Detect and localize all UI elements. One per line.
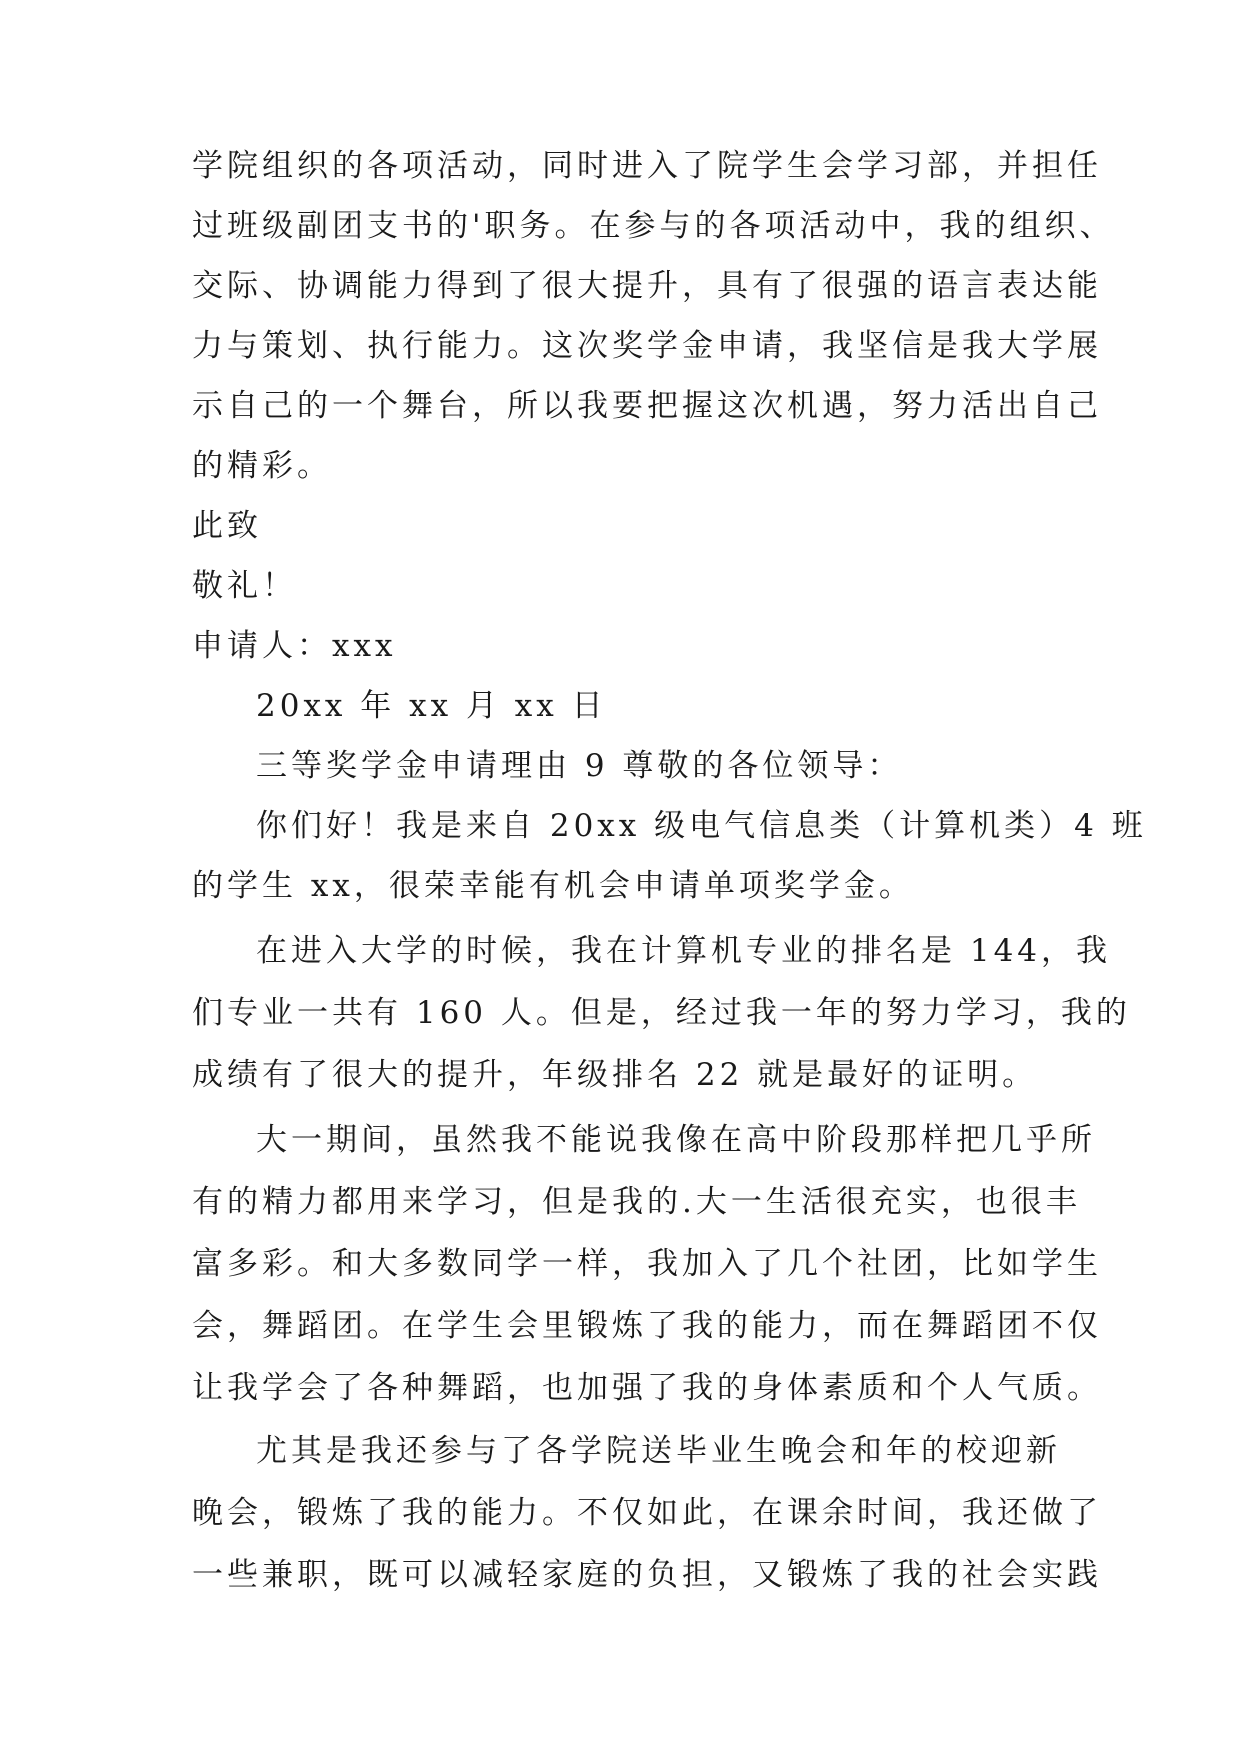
text-line: 在进入大学的时候，我在计算机专业的排名是 144，我 bbox=[256, 933, 1112, 969]
text-line: 富多彩。和大多数同学一样，我加入了几个社团，比如学生 bbox=[192, 1246, 1102, 1282]
text-line: 示自己的一个舞台，所以我要把握这次机遇，努力活出自己 bbox=[192, 388, 1102, 424]
text-line: 的学生 xx，很荣幸能有机会申请单项奖学金。 bbox=[192, 868, 914, 904]
text-line: 过班级副团支书的'职务。在参与的各项活动中，我的组织、 bbox=[192, 208, 1115, 244]
text-line: 让我学会了各种舞蹈，也加强了我的身体素质和个人气质。 bbox=[192, 1370, 1102, 1406]
salutation-line: 敬礼！ bbox=[192, 568, 297, 604]
date-line: 20xx 年 xx 月 xx 日 bbox=[256, 688, 607, 724]
closing-line: 此致 bbox=[192, 508, 262, 544]
text-line: 晚会，锻炼了我的能力。不仅如此，在课余时间，我还做了 bbox=[192, 1495, 1102, 1531]
text-line: 力与策划、执行能力。这次奖学金申请，我坚信是我大学展 bbox=[192, 328, 1102, 364]
text-line: 交际、协调能力得到了很大提升，具有了很强的语言表达能 bbox=[192, 268, 1102, 304]
text-line: 大一期间，虽然我不能说我像在高中阶段那样把几乎所 bbox=[256, 1122, 1096, 1158]
text-line: 成绩有了很大的提升，年级排名 22 就是最好的证明。 bbox=[192, 1057, 1038, 1093]
text-line: 你们好！我是来自 20xx 级电气信息类（计算机类）4 班 bbox=[256, 808, 1147, 844]
text-line: 会，舞蹈团。在学生会里锻炼了我的能力，而在舞蹈团不仅 bbox=[192, 1308, 1102, 1344]
text-line: 尤其是我还参与了各学院送毕业生晚会和年的校迎新 bbox=[256, 1433, 1061, 1469]
text-line: 有的精力都用来学习，但是我的.大一生活很充实，也很丰 bbox=[192, 1184, 1081, 1220]
text-line: 们专业一共有 160 人。但是，经过我一年的努力学习，我的 bbox=[192, 995, 1131, 1031]
section-heading: 三等奖学金申请理由 9 尊敬的各位领导： bbox=[256, 748, 903, 784]
text-line: 的精彩。 bbox=[192, 448, 332, 484]
applicant-line: 申请人：xxx bbox=[192, 628, 397, 664]
text-line: 一些兼职，既可以减轻家庭的负担，又锻炼了我的社会实践 bbox=[192, 1557, 1102, 1593]
text-line: 学院组织的各项活动，同时进入了院学生会学习部，并担任 bbox=[192, 148, 1102, 184]
